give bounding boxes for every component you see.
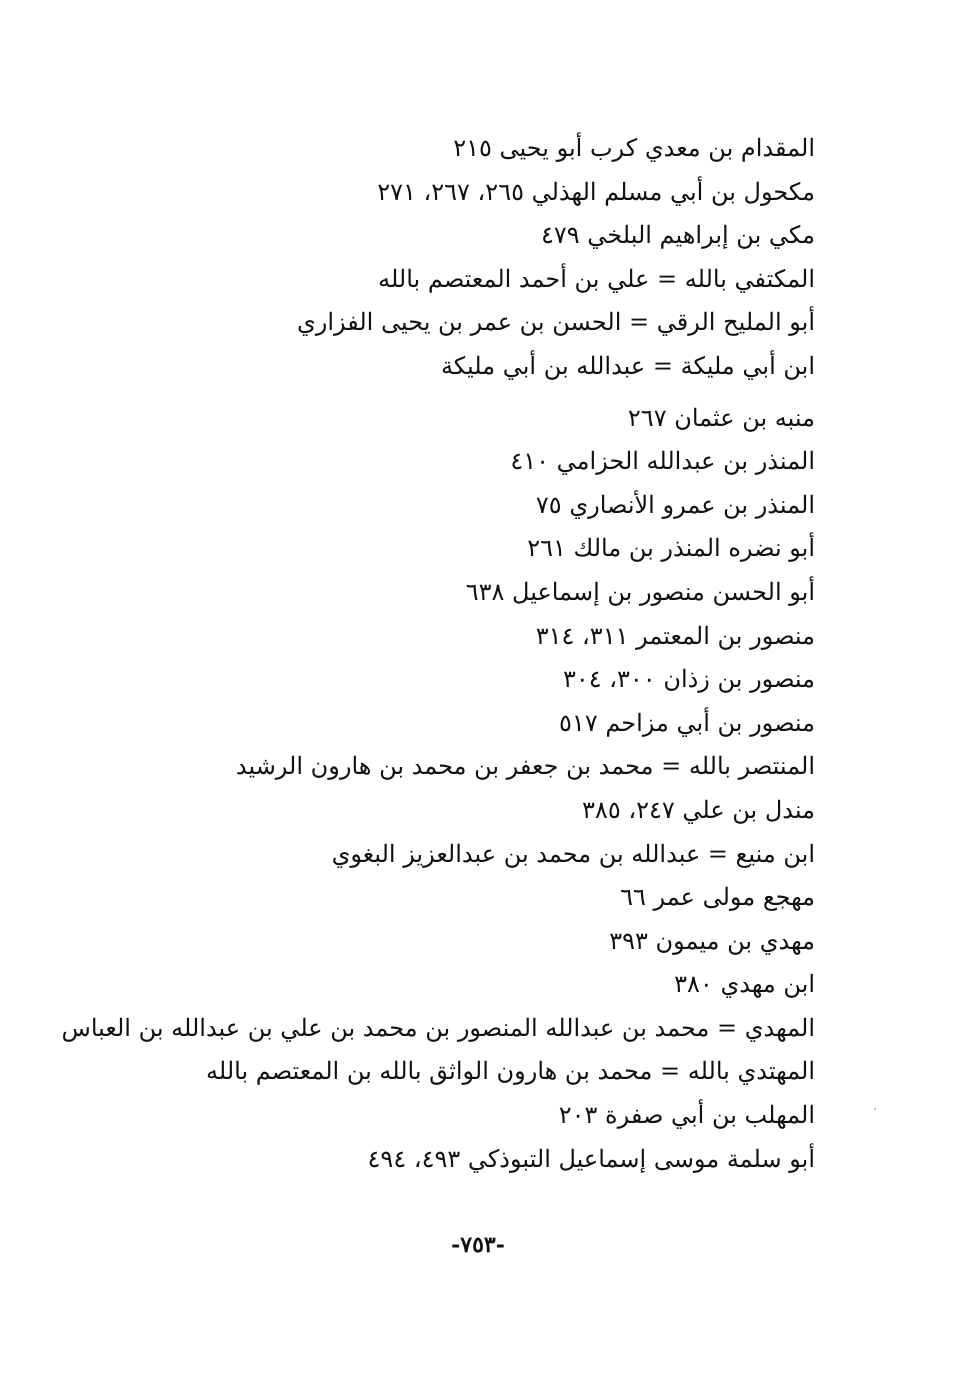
index-entry: منصور بن أبي مزاحم ٥١٧ [559,708,815,737]
index-entry: مكحول بن أبي مسلم الهذلي ٢٦٥، ٢٦٧، ٢٧١ [377,177,815,206]
index-entry: أبو الحسن منصور بن إسماعيل ٦٣٨ [465,577,815,606]
index-entry: مهجع مولى عمر ٦٦ [620,883,815,912]
index-entry: منبه بن عثمان ٢٦٧ [627,403,815,432]
index-entry: المنذر بن عمرو الأنصاري ٧٥ [535,490,815,519]
index-entry: المنذر بن عبدالله الحزامي ٤١٠ [510,447,815,476]
index-entry: المهدي = محمد بن عبدالله المنصور بن محمد بن علي بن عبدالله بن العباس [61,1013,815,1042]
index-entry: المهلب بن أبي صفرة ٢٠٣ [558,1101,815,1130]
index-entry: أبو المليح الرقي = الحسن بن عمر بن يحيى الفزاري [296,308,815,337]
index-entry-list [61,127,815,1181]
index-entry: أبو سلمة موسى إسماعيل التبوذكي ٤٩٣، ٤٩٤ [367,1144,815,1173]
index-entry: ابن منيع = عبدالله بن محمد بن عبدالعزيز البغوي [331,839,815,868]
index-entry: المكتفي بالله = علي بن أحمد المعتصم بالله [378,264,815,293]
index-entry: ابن مهدي ٣٨٠ [674,970,815,999]
scan-speck [874,1108,876,1110]
index-entry: المنتصر بالله = محمد بن جعفر بن محمد بن هارون الرشيد [235,752,815,781]
index-entry: منصور بن المعتمر ٣١١، ٣١٤ [535,621,815,650]
index-entry: أبو نضره المنذر بن مالك ٢٦١ [527,534,815,563]
index-entry: منصور بن زذان ٣٠٠، ٣٠٤ [562,665,815,694]
index-entry: مكي بن إبراهيم البلخي ٤٧٩ [540,221,815,250]
index-entry: مهدي بن ميمون ٣٩٣ [609,926,815,955]
index-entry: المقدام بن معدي كرب أبو يحيى ٢١٥ [453,134,815,162]
index-entry: مندل بن علي ٢٤٧، ٣٨٥ [582,795,815,824]
page-number: -٧٥٣- [451,1232,505,1258]
index-entry: المهتدي بالله = محمد بن هارون الواثق بالله بن المعتصم بالله [206,1057,815,1086]
index-entry: ابن أبي مليكة = عبدالله بن أبي مليكة [440,351,815,380]
